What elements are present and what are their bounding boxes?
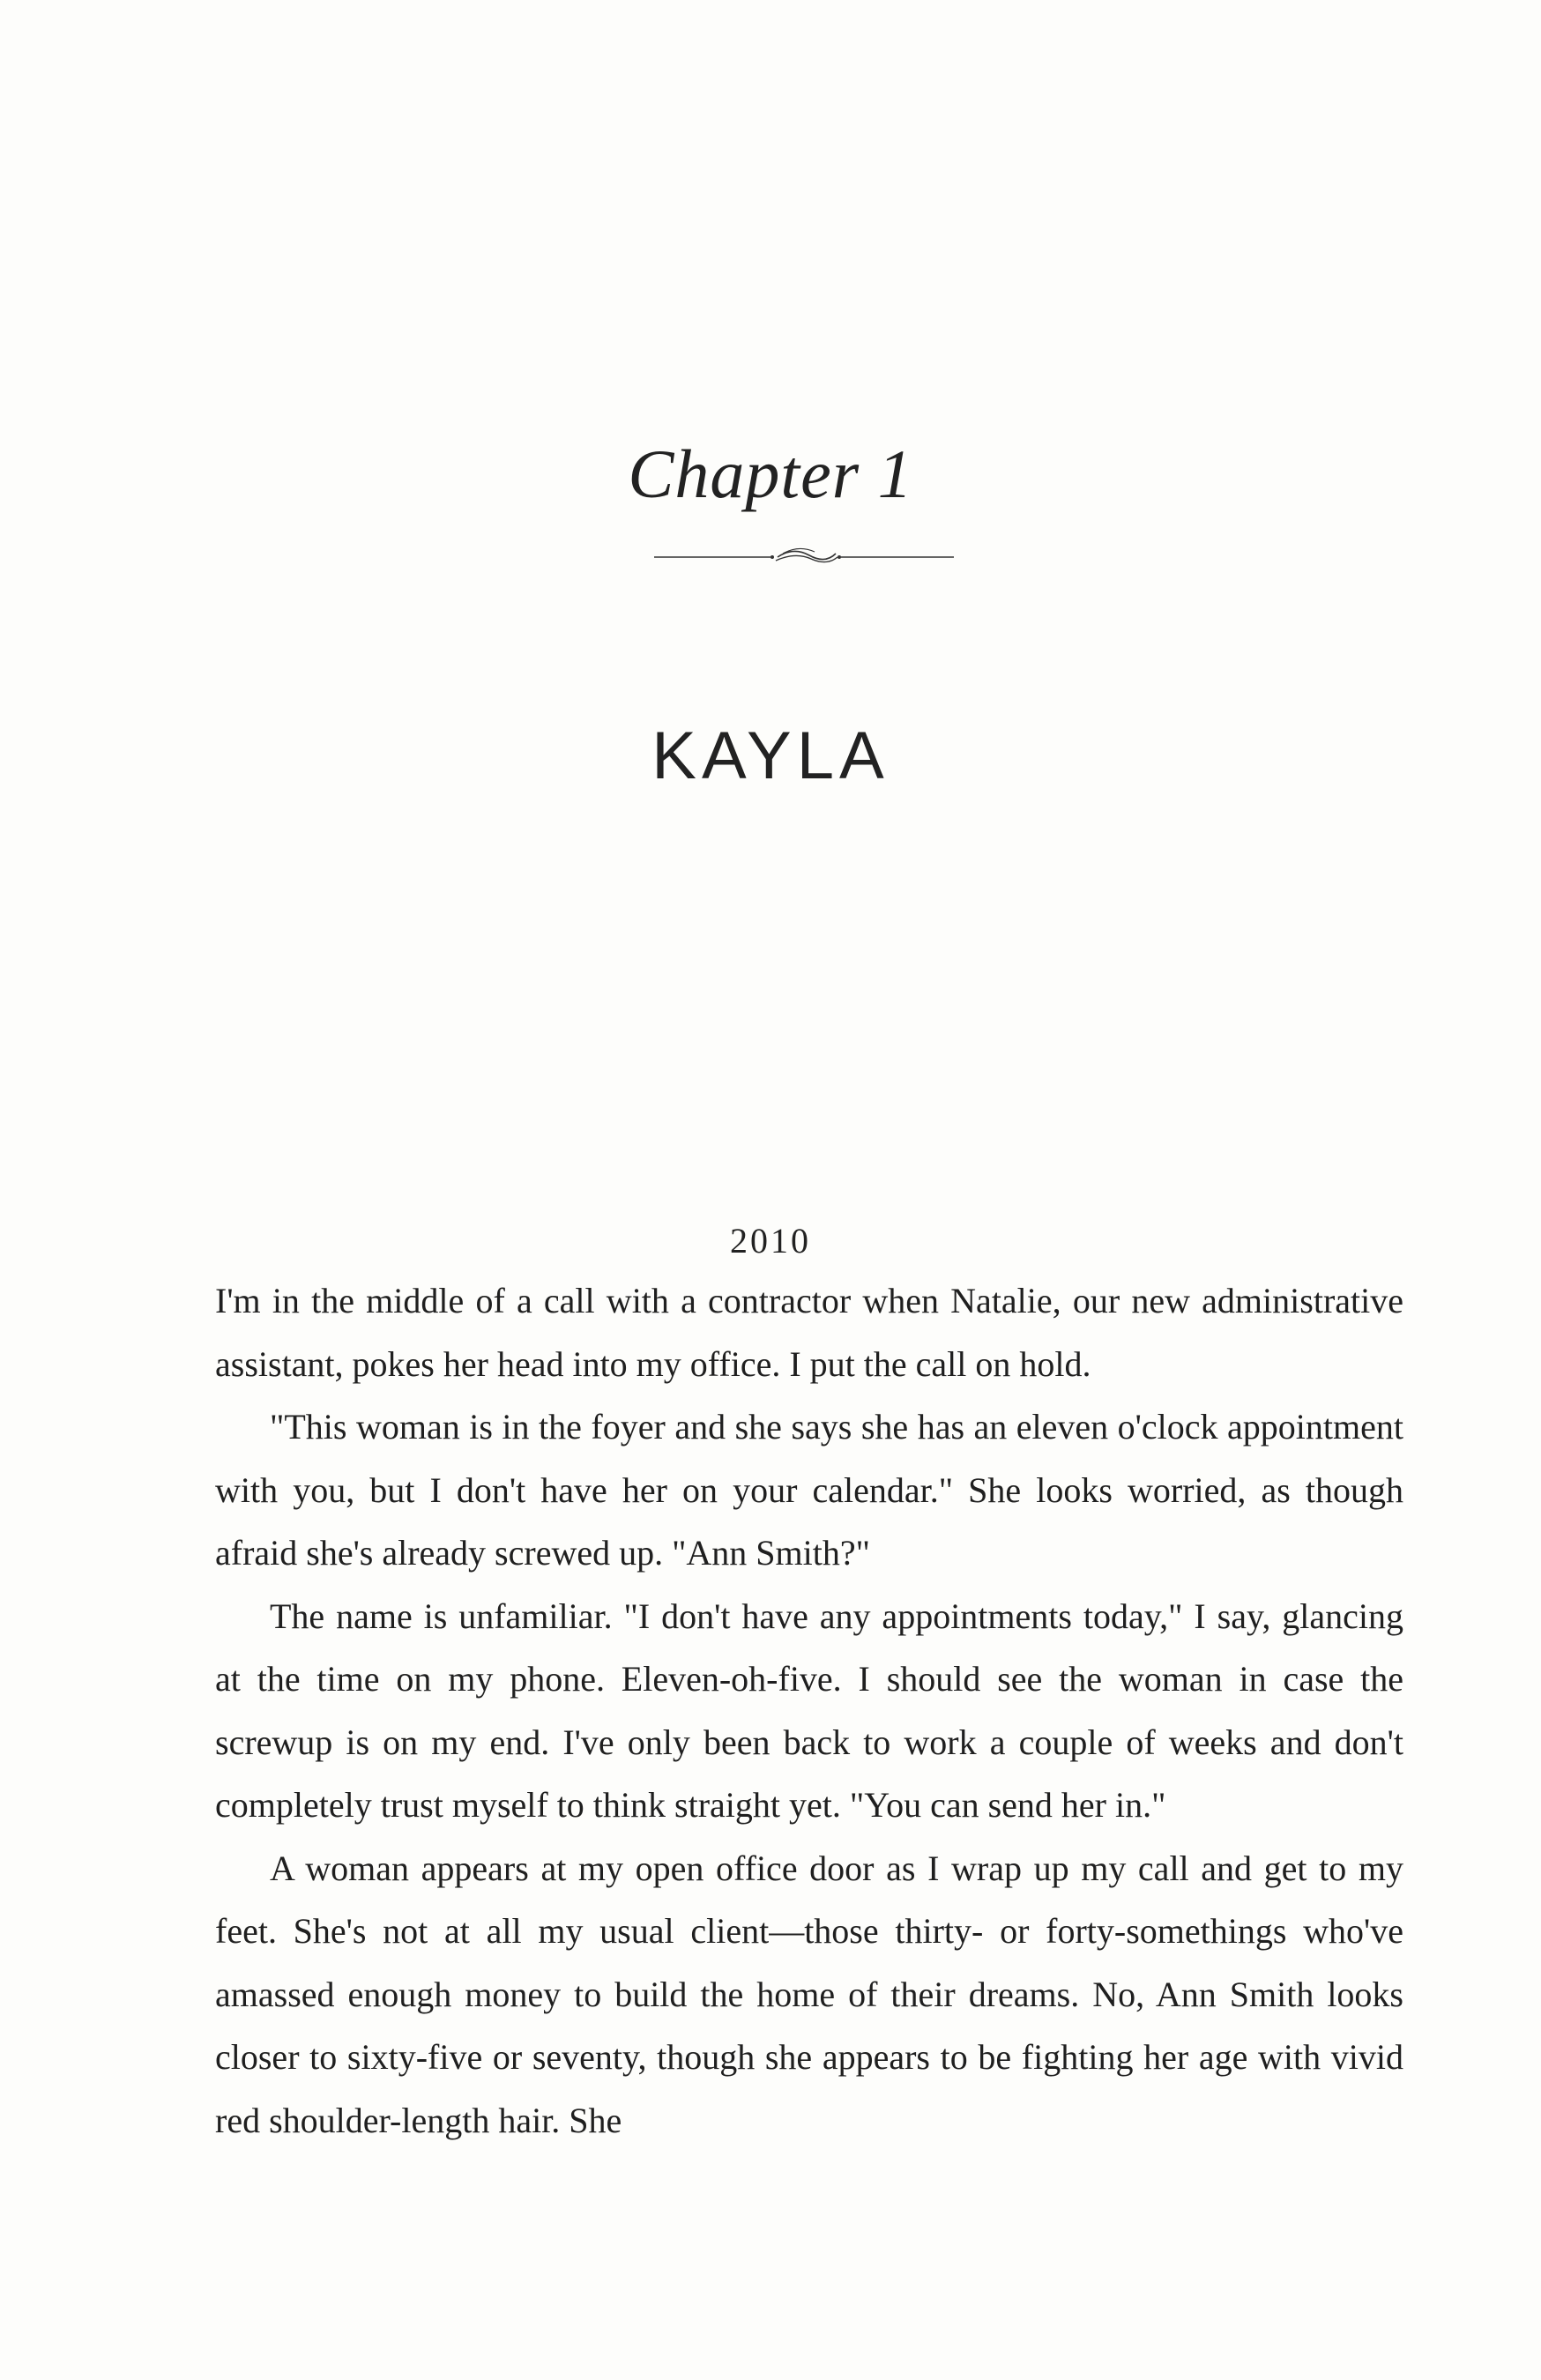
chapter-heading: Chapter 1 (628, 435, 913, 512)
section-year: 2010 (730, 1221, 811, 1261)
paragraph: "This woman is in the foyer and she says she has an eleven o'clock appointment with you, but I don't have her on your calendar." She looks worried, as though afraid she's already screwed up. "Ann Smith?" (215, 1407, 1403, 1573)
paragraph: I'm in the middle of a call with a contractor when Natalie, our new administrative assistant, pokes her head into my office. I put the call on hold. (215, 1281, 1403, 1384)
paragraph: The name is unfamiliar. "I don't have any appointments today," I say, glancing at the time on my phone. Eleven-oh-five. I should see the woman in case the screwup is on my end. I've only been back to work a couple of weeks and don't completely trust myself to think straight yet. "You can send her in." (215, 1595, 1403, 1825)
paragraph: A woman appears at my open office door as I wrap up my call and get to my feet. She's not at all my usual client—those thirty- or forty-somethings who've amassed enough money to build the home of their dreams. No, Ann Smith looks closer to sixty-five or seventy, though she appears to be fighting her age with vivid red shoulder-length hair. She (215, 1848, 1403, 2140)
character-name: KAYLA (651, 718, 890, 793)
ornament-divider-icon (654, 539, 954, 575)
body-text (215, 1269, 1403, 2152)
